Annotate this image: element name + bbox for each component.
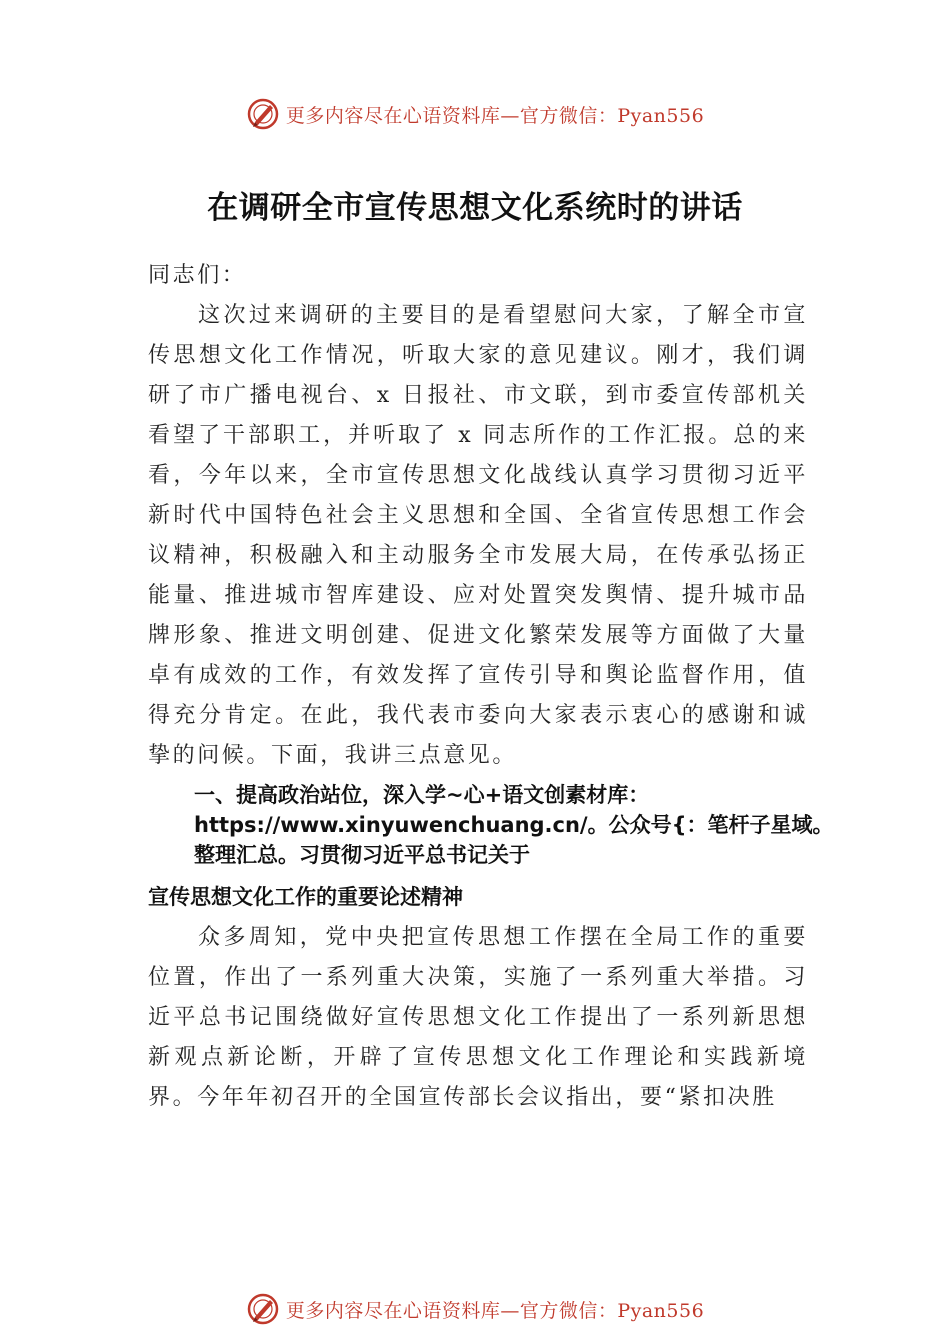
watermark-text: 更多内容尽在心语资料库—官方微信：Pyan556: [285, 1299, 705, 1322]
section-heading-1-continued: 宣传思想文化工作的重要论述精神: [148, 885, 463, 909]
watermark-banner-bottom: [0, 1289, 950, 1329]
watermark-text: 更多内容尽在心语资料库—官方微信：Pyan556: [285, 104, 705, 127]
watermark-banner-top: [0, 94, 950, 134]
salutation: 同志们：: [148, 263, 247, 288]
paragraph-section-1: 众多周知，党中央把宣传思想工作摆在全局工作的重要位置，作出了一系列重大决策，实施了一系列重大举措。习近平总书记围绕做好宣传思想文化工作提出了一系列新思想新观点新论断，开辟了宣传思想文化工作理论和实践新境界。今年年初召开的全国宣传部长会议指出，要“紧扣决胜: [148, 925, 808, 1110]
section-heading-1: 一、提高政治站位，深入学~心+语文创素材库：https://www.xinyuwenchuang.cn/。公众号{：笔杆子星域。整理汇总。习贯彻习近平总书记关于: [194, 783, 834, 867]
pen-seal-icon: [246, 97, 280, 131]
document-body: [148, 256, 834, 1118]
document-title: 在调研全市宣传思想文化系统时的讲话: [207, 190, 743, 226]
pen-seal-icon: [246, 1292, 280, 1326]
paragraph-intro: 这次过来调研的主要目的是看望慰问大家，了解全市宣传思想文化工作情况，听取大家的意见建议。刚才，我们调研了市广播电视台、x 日报社、市文联，到市委宣传部机关看望了干部职工，并听取了 x 同志所作的工作汇报。总的来看，今年以来，全市宣传思想文化战线认真学习贯彻习近平新时代中国特色社会主义思想和全国、全省宣传思想工作会议精神，积极融入和主动服务全市发展大局，在传承弘扬正能量、推进城市智库建设、应对处置突发舆情、提升城市品牌形象、推进文明创建、促进文化繁荣发展等方面做了大量卓有成效的工作，有效发挥了宣传引导和舆论监督作用，值得充分肯定。在此，我代表市委向大家表示衷心的感谢和诚挚的问候。下面，我讲三点意见。: [148, 303, 808, 768]
